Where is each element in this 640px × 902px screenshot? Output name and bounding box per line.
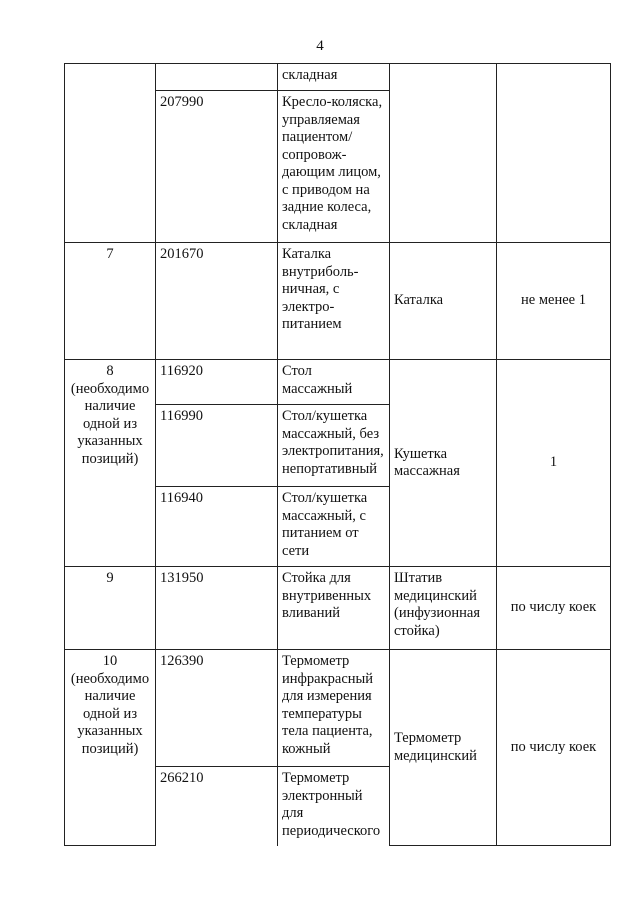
name-cell: Стол/кушетка массажный, без электропитания, непортативный: [278, 405, 390, 487]
type-cell: Штатив медицинский (инфузионная стойка): [390, 567, 497, 650]
num-cell: [65, 64, 156, 243]
type-cell: Кушетка массажная: [390, 360, 497, 567]
num-cell: 7: [65, 243, 156, 360]
type-cell: Термометр медицинский: [390, 650, 497, 846]
page-number: 4: [316, 38, 324, 54]
name-cell: Стойка для внутривенных вливаний: [278, 567, 390, 650]
code-cell: 116940: [156, 487, 278, 567]
name-cell: Термометр электронный для периодического: [278, 767, 390, 846]
name-cell: Термометр инфракрасный для измерения температуры тела пациента, кожный: [278, 650, 390, 767]
table-row: [65, 360, 611, 405]
code-cell: 266210: [156, 767, 278, 846]
num-cell: 9: [65, 567, 156, 650]
table-row: [65, 64, 611, 91]
qty-cell: 1: [497, 360, 611, 567]
table-row: [65, 243, 611, 360]
code-cell: 131950: [156, 567, 278, 650]
name-cell: Стол массажный: [278, 360, 390, 405]
code-cell: 126390: [156, 650, 278, 767]
type-cell: Каталка: [390, 243, 497, 360]
name-cell: Стол/кушетка массажный, с питанием от сети: [278, 487, 390, 567]
name-cell: Кресло-коляска, управляемая пациентом/ сопровож- дающим лицом, с приводом на задние колеса, складная: [278, 91, 390, 243]
code-cell: 201670: [156, 243, 278, 360]
qty-cell: [497, 64, 611, 243]
num-cell: 10 (необходимо наличие одной из указанных позиций): [65, 650, 156, 846]
code-cell: 116920: [156, 360, 278, 405]
name-cell: складная: [278, 64, 390, 91]
code-cell: 207990: [156, 91, 278, 243]
table-row: [65, 650, 611, 767]
qty-cell: по числу коек: [497, 567, 611, 650]
qty-cell: не менее 1: [497, 243, 611, 360]
num-cell: 8 (необходимо наличие одной из указанных позиций): [65, 360, 156, 567]
code-cell: 116990: [156, 405, 278, 487]
qty-cell: по числу коек: [497, 650, 611, 846]
equipment-table: [64, 63, 611, 846]
table-row: [65, 567, 611, 650]
type-cell: [390, 64, 497, 243]
name-cell: Каталка внутриболь- ничная, с электро- питанием: [278, 243, 390, 360]
code-cell: [156, 64, 278, 91]
